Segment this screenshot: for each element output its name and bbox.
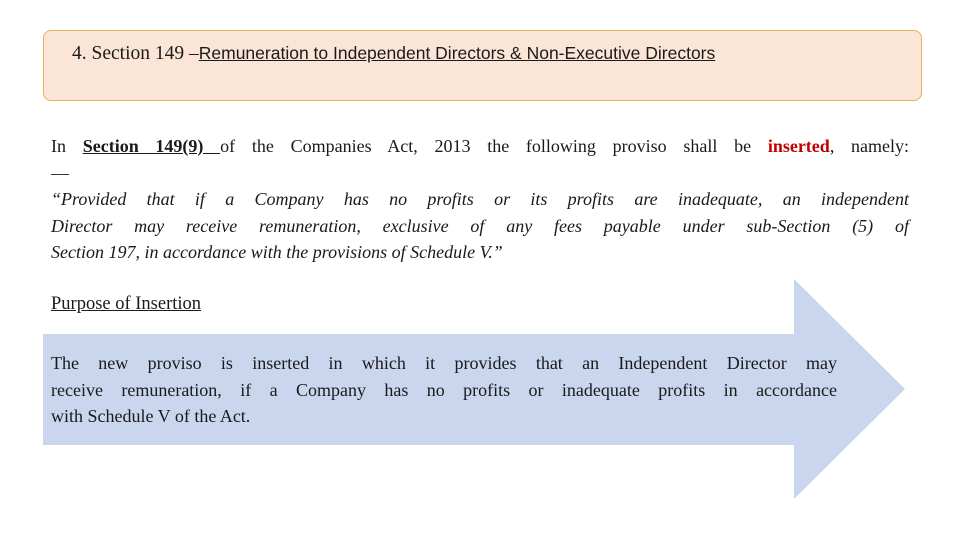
em-dash-line: —: [51, 162, 69, 183]
intro-text-b: of the Companies Act, 2013 the following proviso shall be: [220, 136, 768, 156]
proviso-quote-line-2: Director may receive remuneration, exclusive of any fees payable under sub-Section (5) of: [51, 215, 909, 236]
section-reference: Section 149(9): [82, 136, 221, 156]
intro-text-a: In: [51, 136, 83, 156]
inserted-keyword: inserted: [767, 136, 830, 156]
section-title-subject: Remuneration to Independent Directors & Non-Executive Directors: [198, 43, 716, 63]
purpose-line-2: receive remuneration, if a Company has no profits or inadequate profits in accordance: [51, 379, 837, 400]
proviso-quote-line-3: Section 197, in accordance with the provisions of Schedule V.”: [51, 242, 503, 262]
purpose-line-3: with Schedule V of the Act.: [51, 406, 251, 426]
intro-text-c: , namely:: [829, 136, 910, 156]
purpose-heading: Purpose of Insertion: [51, 294, 202, 314]
section-title-prefix: 4. Section 149 –: [72, 43, 199, 64]
purpose-description: [51, 350, 837, 430]
proviso-quote-line-1: “Provided that if a Company has no profits or its profits are inadequate, an independent: [51, 189, 909, 209]
purpose-line-1: The new proviso is inserted in which it provides that an Independent Director may: [51, 353, 837, 373]
